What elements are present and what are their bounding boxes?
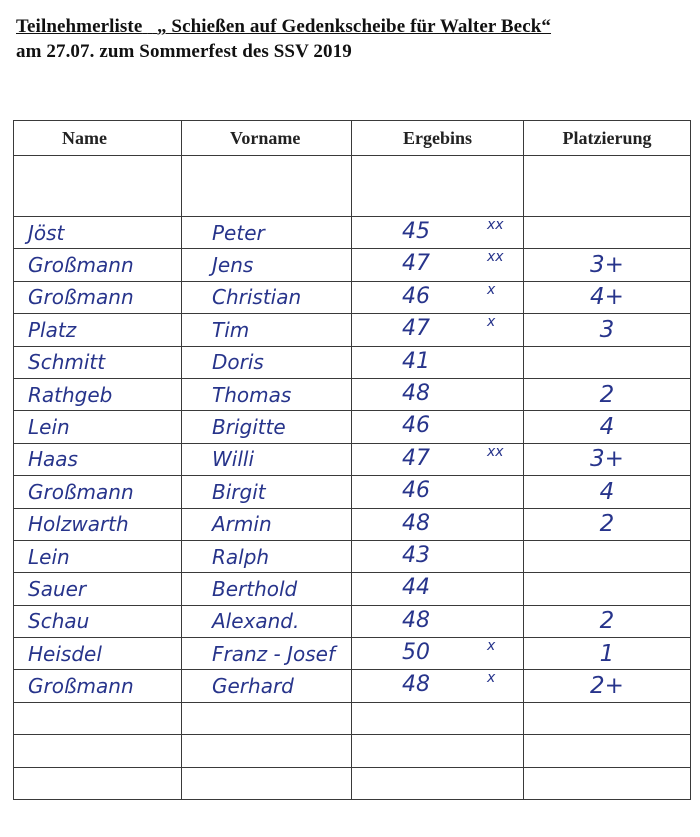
cell-name: Heisdel <box>28 641 102 666</box>
header-line-1 <box>16 14 551 39</box>
cell-name: Jöst <box>28 220 65 245</box>
cell-placement: 4 <box>599 414 615 441</box>
cell-result: 45 <box>402 219 430 244</box>
cell-name: Rathgeb <box>28 382 113 407</box>
column-header-firstname: Vorname <box>182 121 352 156</box>
cell-result: 48 <box>402 510 430 536</box>
cell-placement: 3+ <box>590 252 624 279</box>
table-header-row <box>14 121 691 156</box>
document-header <box>16 14 551 64</box>
table-row <box>14 638 691 670</box>
cell-tiebreak-marks: x <box>487 670 496 687</box>
table-row <box>14 249 691 281</box>
cell-tiebreak-marks: x <box>487 314 496 331</box>
table-row <box>14 346 691 378</box>
column-header-name: Name <box>14 121 182 156</box>
table-row <box>14 411 691 443</box>
cell-placement: 2 <box>599 381 615 408</box>
table-row <box>14 573 691 605</box>
cell-result: 48 <box>402 607 430 633</box>
cell-result: 43 <box>402 542 430 568</box>
table-row <box>14 605 691 637</box>
cell-name: Sauer <box>28 576 87 601</box>
column-header-placement: Platzierung <box>524 121 691 156</box>
empty-row <box>14 767 691 799</box>
header-line-2: am 27.07. zum Sommerfest des SSV 2019 <box>16 41 352 62</box>
cell-firstname: Jens <box>212 253 254 278</box>
cell-result: 46 <box>402 478 430 504</box>
cell-firstname: Christian <box>212 285 302 310</box>
cell-result: 47 <box>402 445 430 471</box>
cell-name: Großmann <box>28 285 134 310</box>
cell-name: Holzwarth <box>28 512 129 537</box>
cell-result: 46 <box>402 283 430 309</box>
cell-tiebreak-marks: x <box>487 638 496 655</box>
cell-result: 44 <box>402 575 430 601</box>
table-row <box>14 217 691 249</box>
cell-firstname: Brigitte <box>212 415 286 440</box>
cell-result: 48 <box>402 672 430 698</box>
cell-firstname: Tim <box>212 317 250 342</box>
cell-name: Großmann <box>28 479 134 504</box>
table-row <box>14 378 691 410</box>
cell-firstname: Alexand. <box>212 609 300 634</box>
cell-tiebreak-marks: xx <box>487 217 504 233</box>
empty-row <box>14 702 691 734</box>
table-row <box>14 476 691 508</box>
cell-name: Schau <box>28 609 90 634</box>
table-row <box>14 281 691 313</box>
cell-tiebreak-marks: xx <box>487 443 504 460</box>
cell-firstname: Peter <box>212 220 265 245</box>
cell-tiebreak-marks: x <box>487 281 496 298</box>
cell-firstname: Willi <box>212 447 255 472</box>
cell-result: 48 <box>402 380 430 406</box>
blank-row <box>14 156 691 217</box>
cell-name: Haas <box>28 447 78 472</box>
cell-firstname: Thomas <box>212 382 292 407</box>
cell-result: 41 <box>402 348 430 374</box>
cell-placement: 2 <box>599 511 615 538</box>
cell-firstname: Armin <box>212 512 272 537</box>
cell-firstname: Birgit <box>212 479 266 504</box>
cell-placement: 2+ <box>590 673 624 700</box>
cell-firstname: Ralph <box>212 544 270 569</box>
cell-placement: 3 <box>599 316 615 343</box>
list-title: Teilnehmerliste <box>16 16 143 37</box>
cell-firstname: Doris <box>212 350 264 375</box>
participant-table <box>13 120 691 800</box>
table-row <box>14 314 691 346</box>
empty-row <box>14 735 691 767</box>
cell-name: Großmann <box>28 253 134 278</box>
cell-name: Großmann <box>28 674 134 699</box>
column-header-result: Ergebins <box>352 121 524 156</box>
cell-result: 47 <box>402 316 430 342</box>
cell-firstname: Gerhard <box>212 674 294 699</box>
cell-result: 47 <box>402 251 430 277</box>
cell-name: Platz <box>28 317 77 342</box>
cell-name: Schmitt <box>28 350 106 375</box>
table-row <box>14 540 691 572</box>
table-row <box>14 443 691 475</box>
cell-tiebreak-marks: xx <box>487 249 504 266</box>
event-title: „ Schießen auf Gedenkscheibe für Walter Beck“ <box>156 16 552 37</box>
cell-placement: 4 <box>599 478 615 505</box>
cell-result: 50 <box>402 640 430 666</box>
cell-placement: 4+ <box>590 284 624 311</box>
cell-firstname: Franz - Josef <box>212 641 335 666</box>
cell-placement: 3+ <box>590 446 624 473</box>
cell-placement: 2 <box>599 608 615 635</box>
table-row <box>14 508 691 540</box>
cell-name: Lein <box>28 415 70 440</box>
cell-placement: 1 <box>599 640 615 667</box>
table-row <box>14 670 691 702</box>
cell-firstname: Berthold <box>212 576 298 601</box>
cell-result: 46 <box>402 413 430 439</box>
cell-name: Lein <box>28 544 70 569</box>
